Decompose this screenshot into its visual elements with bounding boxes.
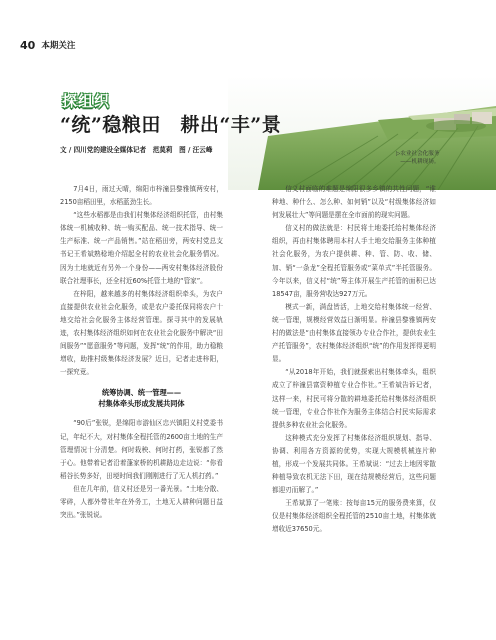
paragraph: 7月4日，雨过天晴，绵阳市梓潼县黎雅镇两安村，2150亩稻田里，水稻蓝劲生长。	[60, 185, 223, 207]
article-title: “统”稳粮田 耕出“丰”景	[60, 114, 282, 136]
paragraph: “从2018年开始，我们就探索出村集体牵头，组织成立了梓潼县富资种植专业合作社。”王希斌告诉记者，这样一来，村民可将分散的耕地委托给村集体经济组织统一管理，专业合作社作为服务主体结合村民实际需求提供多种农业社会化服务。	[272, 368, 436, 429]
subheading-line-2: 村集体牵头形成发展共同体	[98, 399, 185, 409]
page-header	[20, 38, 75, 52]
paragraph: 这种模式充分发挥了村集体经济组织规划、指导、协调、利用各方资源的优势，实现大规模机械连片种植，形成一个发展共同体。王希斌说：“过去上地因零散种植导致农机无法下田，现在结规模经营后，这些问题都迎刃而解了。”	[272, 433, 436, 495]
section-subheading	[60, 387, 223, 409]
paragraph: 信义村面临的难题是绵阳很多乡镇的共性问题，“谁种地、种什么、怎么种、如何销”以及“村级集体经济如何发展壮大”等问题是摆在全市面前的现实问题。	[272, 185, 436, 220]
photo-caption-line-1: ▷农业社会化服务	[396, 151, 440, 157]
paragraph: 王希斌算了一笔账：按每亩15元的服务费来算，仅仅是村集体经济组织全程托管的2510亩土地，村集体就增收近37650元。	[272, 499, 436, 534]
paragraph: 模式一新，满盘皆活，上地交给村集体统一经营、统一管理，规模经营效益日渐明显。梓潼县黎雅镇两安村的做法是“由村集体直接领办专业合作社，提供农业生产托管服务”，农村集体经济组织“统”的作用发挥得更明显。	[272, 302, 436, 364]
photo-caption-line-2: ——机耕现场。	[400, 159, 440, 165]
right-column	[272, 183, 436, 537]
paragraph: 但在几年前，信义村还是另一番光景。“土地分散、零碎，人都外带社年在外务工，土地无人耕种问题日益突出。”张锐说。	[60, 484, 223, 520]
paragraph: “90后”张锐，是绵阳市游仙区忠兴镇阳义村党委书记，年纪不大，对村集体全程托管的2600亩土地的生产管理情况十分清楚。何时栽秧、何时打药，张锐都了然于心。他带着记者沿着蓬家桥的机耕路边走边说：“你看稻谷长势多好，田埂时间我们刚刚进行了无人机打药。”	[60, 419, 223, 480]
paragraph: 信义村的做法就是：村民将土地委托给村集体经济组织，再由村集体聘用本村人手土地交给服务主体种植社会化服务，为农户提供耕、种、管、防、收、储、加、销“一条龙”全程托管服务或“菜单式”半托管服务。今年以来，信义村“统”筹主体开展生产托管的面积已达18547亩，服务营收达927万元。	[272, 224, 436, 298]
photo-caption	[396, 150, 439, 166]
column-stamp: 探组织	[62, 92, 111, 110]
paragraph: 在梓阳，越来越多的村集体经济组织牵头，为农户直接提供农业社会化服务，或是农户委托保同将农户十地交给社会化服务主体经营管理。探寻其中的发展轨迹，农村集体经济组织如何在农业社会化服务中解决“田间服务”“愿意服务”等问题，发挥“统”的作用，助力稳粮增收，助推村级集体经济发展？近日，记者走进梓阳，一探究竟。	[60, 289, 223, 377]
left-column	[60, 183, 223, 522]
section-title: 本期关注	[41, 41, 76, 51]
paragraph: “这些水稻都是由我们村集体经济组织托管，由村集体统一机械收种、统一购买配品、统一技术指导、统一生产标准、统一产品销售。”站在稻田旁，两安村党总支书记王希斌熟稔地介绍起全村的农业社会化服务情况。因为土地就近有另外一个身份——两安村集体经济股份联合社理事长，还全村近60%托管土地的“管家”。	[60, 211, 223, 285]
byline: 文 / 四川党的建设全媒体记者 范莫莉 图 / 汪云峰	[60, 146, 213, 154]
page-number: 40	[20, 38, 36, 52]
subheading-line-1: 统筹协调、统一管理——	[101, 388, 182, 398]
